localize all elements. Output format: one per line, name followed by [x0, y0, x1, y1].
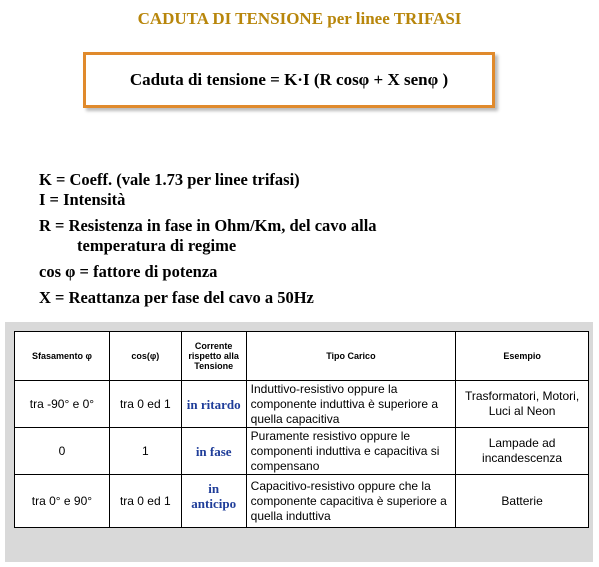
cell-tipo-carico: Capacitivo-resistivo oppure che la componente capacitiva è superiore a quella induttiva: [246, 475, 455, 528]
table-header-row: [15, 332, 589, 381]
definition-cos: cos φ = fattore di potenza: [39, 262, 218, 281]
table-row: [15, 381, 589, 428]
formula-box: [83, 52, 495, 108]
definition-r: R = Resistenza in fase in Ohm/Km, del cavo alla: [39, 216, 377, 235]
cell-corrente: in anticipo: [181, 475, 246, 528]
cell-cos: tra 0 ed 1: [109, 475, 181, 528]
cell-sfasamento: tra 0° e 90°: [15, 475, 110, 528]
page-title: CADUTA DI TENSIONE per linee TRIFASI: [137, 9, 462, 28]
cell-cos: 1: [109, 428, 181, 475]
header-esempio: Esempio: [456, 332, 589, 381]
cell-sfasamento: 0: [15, 428, 110, 475]
cell-corrente: in fase: [181, 428, 246, 475]
definition-i: I = Intensità: [39, 190, 126, 209]
definitions-list: [39, 170, 579, 308]
formula-text: Caduta di tensione = K·I (R cosφ + X senφ ): [129, 70, 449, 89]
header-corrente: Corrente rispetto alla Tensione: [181, 332, 246, 381]
definition-r-continued: temperatura di regime: [77, 236, 237, 255]
header-cos: cos(φ): [109, 332, 181, 381]
cell-tipo-carico: Induttivo-resistivo oppure la componente induttiva è superiore a quella capacitiva: [246, 381, 455, 428]
cell-esempio: Trasformatori, Motori, Luci al Neon: [456, 381, 589, 428]
table-row: [15, 475, 589, 528]
table-panel: [5, 322, 593, 562]
cell-tipo-carico: Puramente resistivo oppure le componenti induttiva e capacitiva si compensano: [246, 428, 455, 475]
phase-table: [14, 331, 589, 528]
definition-k: K = Coeff. (vale 1.73 per linee trifasi): [39, 170, 300, 189]
definition-x: X = Reattanza per fase del cavo a 50Hz: [39, 288, 314, 307]
header-sfasamento: Sfasamento φ: [15, 332, 110, 381]
cell-sfasamento: tra -90° e 0°: [15, 381, 110, 428]
cell-corrente: in ritardo: [181, 381, 246, 428]
cell-esempio: Batterie: [456, 475, 589, 528]
cell-esempio: Lampade ad incandescenza: [456, 428, 589, 475]
cell-cos: tra 0 ed 1: [109, 381, 181, 428]
table-row: [15, 428, 589, 475]
header-tipo-carico: Tipo Carico: [246, 332, 455, 381]
